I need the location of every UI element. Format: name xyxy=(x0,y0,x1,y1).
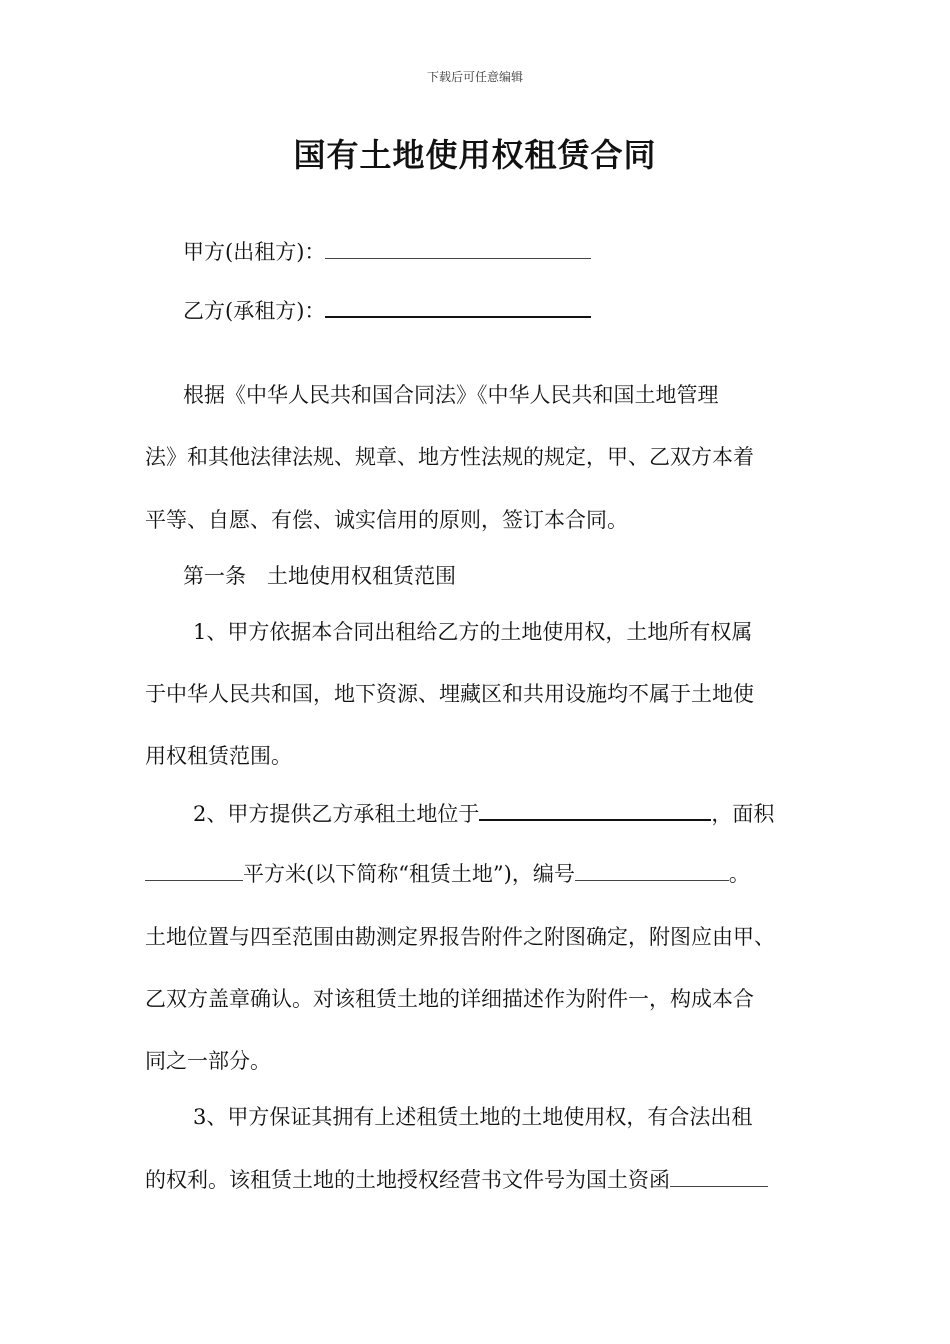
clause-2-period: 。 xyxy=(728,862,750,886)
preamble-line-2: 法》和其他法律法规、规章、地方性法规的规定，甲、乙双方本着 xyxy=(145,445,754,469)
clause-2-location-label: 2、甲方提供乙方承租土地位于 xyxy=(193,802,480,826)
preamble-line-3: 平等、自愿、有偿、诚实信用的原则，签订本合同。 xyxy=(145,508,628,532)
location-blank[interactable] xyxy=(479,797,711,821)
document-title: 国有土地使用权租赁合同 xyxy=(293,136,657,174)
clause-3-line-2 xyxy=(145,1164,768,1194)
area-blank[interactable] xyxy=(145,858,243,881)
party-b-blank[interactable] xyxy=(325,294,591,318)
party-b-line xyxy=(183,294,591,325)
clause-2-area-unit: 平方米(以下简称“租赁土地”)，编号 xyxy=(243,862,575,886)
page-header: 下载后可任意编辑 xyxy=(426,70,523,84)
clause-1-line-3: 用权租赁范围。 xyxy=(145,744,292,768)
clause-2-line-5: 同之一部分。 xyxy=(145,1049,271,1073)
clause-2-line-2 xyxy=(145,858,750,888)
clause-3-line-1: 3、甲方保证其拥有上述租赁土地的土地使用权，有合法出租 xyxy=(193,1105,753,1129)
authorization-number-blank[interactable] xyxy=(670,1164,768,1187)
party-a-label: 甲方(出租方)： xyxy=(183,240,326,264)
article-1-heading: 第一条 土地使用权租赁范围 xyxy=(183,564,456,588)
clause-2-line-3: 土地位置与四至范围由勘测定界报告附件之附图确定，附图应由甲、 xyxy=(145,925,775,949)
party-a-blank[interactable] xyxy=(325,236,591,259)
clause-3-text: 的权利。该租赁土地的土地授权经营书文件号为国土资函 xyxy=(145,1168,670,1192)
party-b-label: 乙方(承租方)： xyxy=(183,299,326,323)
clause-2-area-label: ，面积 xyxy=(711,802,775,826)
parcel-number-blank[interactable] xyxy=(575,858,729,881)
clause-2-line-1 xyxy=(193,797,774,828)
party-a-line xyxy=(183,236,591,266)
clause-1-line-2: 于中华人民共和国，地下资源、埋藏区和共用设施均不属于土地使 xyxy=(145,682,754,706)
clause-2-line-4: 乙双方盖章确认。对该租赁土地的详细描述作为附件一，构成本合 xyxy=(145,987,754,1011)
clause-1-line-1: 1、甲方依据本合同出租给乙方的土地使用权，土地所有权属 xyxy=(193,620,753,644)
preamble-line-1: 根据《中华人民共和国合同法》《中华人民共和国土地管理 xyxy=(183,383,719,407)
